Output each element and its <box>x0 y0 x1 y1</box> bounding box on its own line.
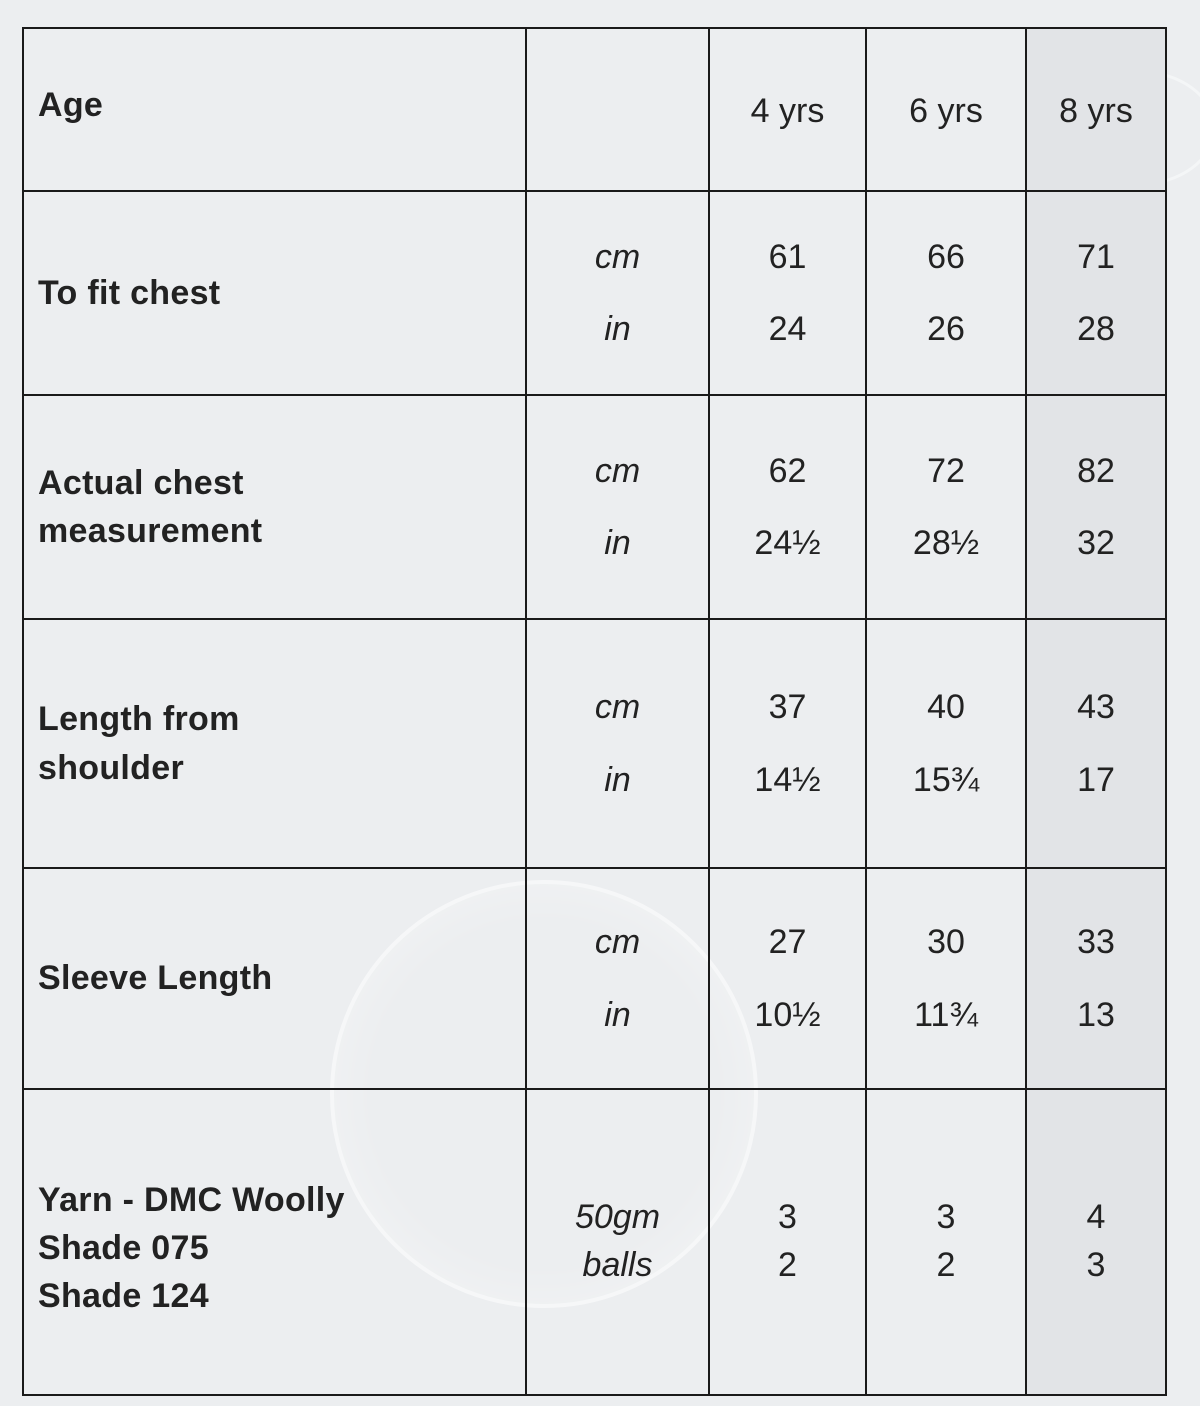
sleeve-length-row <box>23 868 1166 1089</box>
unit-header <box>526 28 709 191</box>
value-cell-4yrs: 62 24½ <box>709 395 866 619</box>
value-cell-4yrs: 27 10½ <box>709 868 866 1089</box>
value-cell-6yrs: 30 11¾ <box>866 868 1026 1089</box>
to-fit-chest-row <box>23 191 1166 395</box>
value-cell-8yrs: 33 13 <box>1026 868 1166 1089</box>
value-cell-8yrs: 4 3 <box>1026 1089 1166 1395</box>
unit-cell: cm in <box>526 868 709 1089</box>
value-cell-8yrs: 43 17 <box>1026 619 1166 868</box>
unit-cell: cm in <box>526 191 709 395</box>
size-6yrs-header: 6 yrs <box>866 28 1026 191</box>
size-8yrs-header: 8 yrs <box>1026 28 1166 191</box>
length-from-shoulder-row <box>23 619 1166 868</box>
row-label: Length from shoulder <box>23 619 526 868</box>
row-label: Sleeve Length <box>23 868 526 1089</box>
value-cell-8yrs: 82 32 <box>1026 395 1166 619</box>
value-cell-4yrs: 61 24 <box>709 191 866 395</box>
unit-cell: cm in <box>526 619 709 868</box>
row-label: Yarn - DMC Woolly Shade 075 Shade 124 <box>23 1089 526 1395</box>
row-label: Actual chest measurement <box>23 395 526 619</box>
size-chart-table <box>22 27 1167 1396</box>
value-cell-8yrs: 71 28 <box>1026 191 1166 395</box>
unit-cell: cm in <box>526 395 709 619</box>
header-row <box>23 28 1166 191</box>
value-cell-4yrs: 37 14½ <box>709 619 866 868</box>
actual-chest-row <box>23 395 1166 619</box>
unit-cell: 50gm balls <box>526 1089 709 1395</box>
value-cell-6yrs: 66 26 <box>866 191 1026 395</box>
value-cell-4yrs: 3 2 <box>709 1089 866 1395</box>
size-4yrs-header: 4 yrs <box>709 28 866 191</box>
value-cell-6yrs: 72 28½ <box>866 395 1026 619</box>
yarn-row <box>23 1089 1166 1395</box>
value-cell-6yrs: 3 2 <box>866 1089 1026 1395</box>
row-label: To fit chest <box>23 191 526 395</box>
value-cell-6yrs: 40 15¾ <box>866 619 1026 868</box>
age-label: Age <box>23 28 526 191</box>
